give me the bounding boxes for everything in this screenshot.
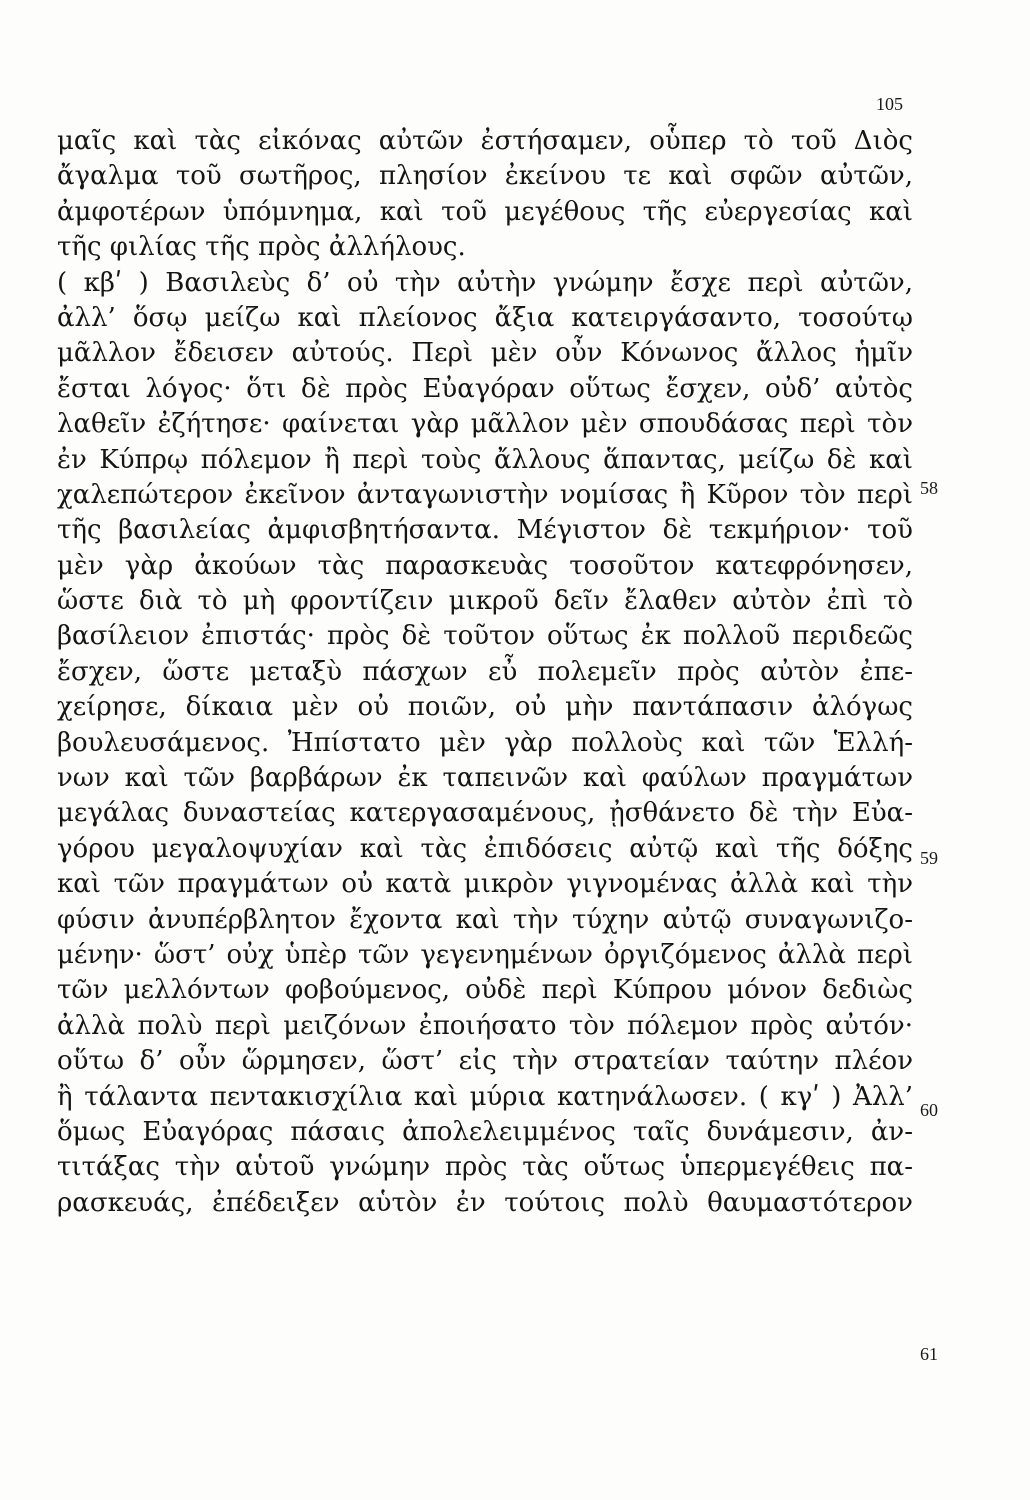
text-line: ὅμως Εὐαγόρας πάσαις ἀπολελειμμένος ταῖς δυνάμεσιν, ἀν-	[57, 1116, 913, 1147]
text-line: ἔσχεν, ὥστε μεταξὺ πάσχων εὖ πολεμεῖν πρὸς αὐτὸν ἐπε-	[57, 656, 913, 687]
text-line: μεγάλας δυναστείας κατεργασαμένους, ᾐσθάνετο δὲ τὴν Εὐα-	[57, 798, 913, 829]
text-line: ἔσται λόγος· ὅτι δὲ πρὸς Εὐαγόραν οὕτως ἔσχεν, οὐδ’ αὐτὸς	[57, 373, 913, 404]
text-line: καὶ τῶν πραγμάτων οὐ κατὰ μικρὸν γιγνομένας ἀλλὰ καὶ τὴν	[57, 869, 913, 900]
text-line: μᾶλλον ἔδεισεν αὐτούς. Περὶ μὲν οὖν Κόνωνος ἄλλος ἡμῖν	[57, 338, 913, 369]
text-line: ( κβʹ ) Βασιλεὺς δ’ οὐ τὴν αὐτὴν γνώμην ἔσχε περὶ αὐτῶν,	[57, 267, 913, 298]
margin-number: 59	[920, 848, 938, 868]
main-text	[57, 124, 913, 1221]
margin-number: 58	[920, 478, 938, 498]
text-line: μὲν γὰρ ἀκούων τὰς παρασκευὰς τοσοῦτον κατεφρόνησεν,	[57, 550, 913, 581]
text-line: ἐν Κύπρῳ πόλεμον ἢ περὶ τοὺς ἄλλους ἅπαντας, μείζω δὲ καὶ	[57, 444, 913, 475]
text-line: χαλεπώτερον ἐκεῖνον ἀνταγωνιστὴν νομίσας ἢ Κῦρον τὸν περὶ	[57, 479, 913, 510]
text-line: οὕτω δ’ οὖν ὥρμησεν, ὥστ’ εἰς τὴν στρατείαν ταύτην πλέον	[57, 1046, 913, 1077]
text-line: τῆς φιλίας τῆς πρὸς ἀλλήλους.	[57, 232, 466, 263]
margin-number: 60	[920, 1100, 938, 1120]
text-line: μένην· ὥστ’ οὐχ ὑπὲρ τῶν γεγενημένων ὀργιζόμενος ἀλλὰ περὶ	[57, 939, 913, 970]
text-line: βασίλειον ἐπιστάς· πρὸς δὲ τοῦτον οὕτως ἐκ πολλοῦ περιδεῶς	[57, 621, 913, 652]
text-line: ὥστε διὰ τὸ μὴ φροντίζειν μικροῦ δεῖν ἔλαθεν αὐτὸν ἐπὶ τὸ	[57, 586, 913, 617]
text-line: χείρησε, δίκαια μὲν οὐ ποιῶν, οὐ μὴν παντάπασιν ἀλόγως	[57, 692, 913, 723]
text-line: ἄγαλμα τοῦ σωτῆρος, πλησίον ἐκείνου τε καὶ σφῶν αὐτῶν,	[57, 161, 913, 192]
text-line: μαῖς καὶ τὰς εἰκόνας αὐτῶν ἐστήσαμεν, οὗπερ τὸ τοῦ Διὸς	[57, 126, 913, 156]
text-line: ἀλλὰ πολὺ περὶ μειζόνων ἐποιήσατο τὸν πόλεμον πρὸς αὐτόν·	[57, 1010, 913, 1041]
margin-number: 61	[920, 1344, 938, 1364]
text-line: γόρου μεγαλοψυχίαν καὶ τὰς ἐπιδόσεις αὐτῷ καὶ τῆς δόξης	[57, 833, 913, 864]
text-line: τῶν μελλόντων φοβούμενος, οὐδὲ περὶ Κύπρου μόνον δεδιὼς	[57, 975, 913, 1006]
page-number: 105	[876, 94, 903, 114]
text-line: λαθεῖν ἐζήτησε· φαίνεται γὰρ μᾶλλον μὲν σπουδάσας περὶ τὸν	[57, 409, 913, 440]
text-line: βουλευσάμενος. Ἠπίστατο μὲν γὰρ πολλοὺς καὶ τῶν Ἑλλή-	[57, 727, 913, 758]
text-line: ἀμφοτέρων ὑπόμνημα, καὶ τοῦ μεγέθους τῆς εὐεργεσίας καὶ	[57, 196, 913, 227]
text-line: φύσιν ἀνυπέρβλητον ἔχοντα καὶ τὴν τύχην αὐτῷ συναγωνιζο-	[57, 904, 913, 935]
text-line: τιτάξας τὴν αὑτοῦ γνώμην πρὸς τὰς οὕτως ὑπερμεγέθεις πα-	[57, 1152, 913, 1183]
text-line: νων καὶ τῶν βαρβάρων ἐκ ταπεινῶν καὶ φαύλων πραγμάτων	[57, 763, 913, 794]
text-line: ἀλλ’ ὅσῳ μείζω καὶ πλείονος ἄξια κατειργάσαντο, τοσούτῳ	[57, 302, 913, 333]
text-line: τῆς βασιλείας ἀμφισβητήσαντα. Μέγιστον δὲ τεκμήριον· τοῦ	[57, 515, 913, 546]
text-line: ρασκευάς, ἐπέδειξεν αὑτὸν ἐν τούτοις πολὺ θαυμαστότερον	[57, 1187, 913, 1218]
margin-section-numbers	[920, 0, 980, 1500]
text-line: ἢ τάλαντα πεντακισχίλια καὶ μύρια κατηνάλωσεν. ( κγʹ ) Ἀλλ’	[57, 1081, 913, 1112]
